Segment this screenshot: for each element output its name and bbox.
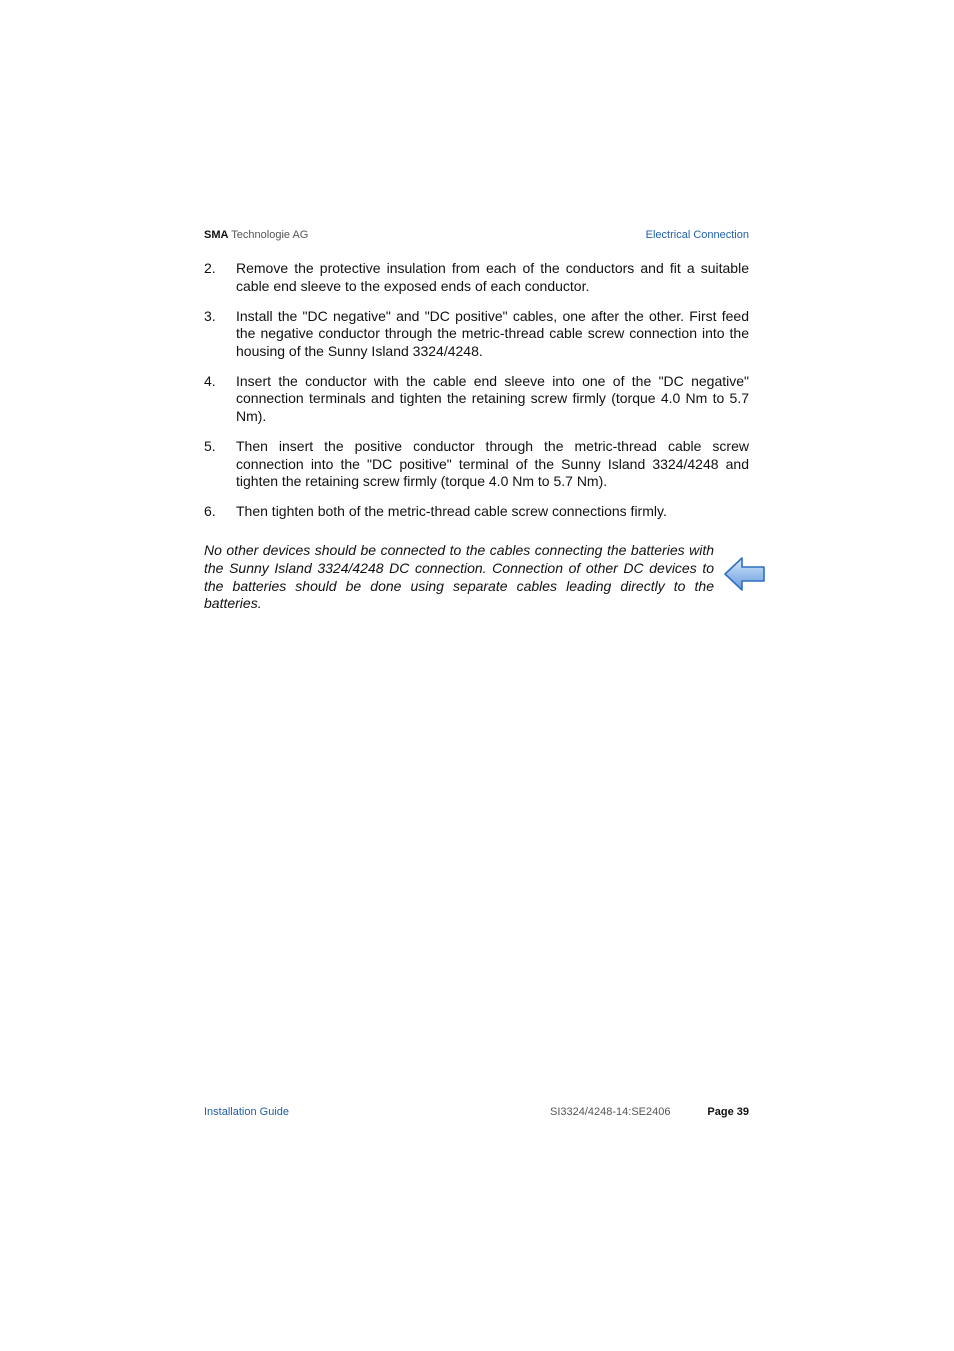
step-item	[204, 373, 749, 426]
instruction-steps	[204, 260, 749, 533]
section-title: Electrical Connection	[645, 229, 749, 241]
document-id: SI3324/4248-14:SE2406	[550, 1106, 671, 1118]
step-item	[204, 308, 749, 361]
page-number: Page 39	[707, 1106, 749, 1118]
page-footer	[204, 1106, 749, 1122]
brand-name: SMA	[204, 229, 229, 241]
left-arrow-icon	[722, 555, 766, 593]
step-item	[204, 438, 749, 491]
company-suffix: Technologie AG	[228, 229, 309, 241]
step-text: Then tighten both of the metric-thread cable screw connections firmly.	[236, 503, 667, 520]
step-text: Install the "DC negative" and "DC positive" cables, one after the other. First feed the negative conductor through the metric-thread cable screw connection into the housing of the Sunny Island 3324/4248.	[236, 307, 749, 359]
note-text: No other devices should be connected to the cables connecting the batteries with the Sunny Island 3324/4248 DC connection. Connection of other DC devices to the batteries should be done using separate cables leading directly to the batteries.	[204, 542, 714, 612]
step-number: 4.	[204, 372, 216, 389]
step-item	[204, 503, 749, 521]
step-number: 3.	[204, 307, 216, 324]
guide-title: Installation Guide	[204, 1106, 289, 1118]
company-name	[204, 229, 308, 241]
step-number: 5.	[204, 437, 216, 454]
step-text: Then insert the positive conductor through the metric-thread cable screw connection into the "DC positive" terminal of the Sunny Island 3324/4248 and tighten the retaining screw firmly (torque 4.0 Nm to 5.7 Nm).	[236, 437, 749, 490]
step-text: Remove the protective insulation from each of the conductors and fit a suitable cable end sleeve to the exposed ends of each conductor.	[236, 260, 749, 294]
step-number: 6.	[204, 503, 216, 520]
page-header	[204, 229, 749, 245]
step-number: 2.	[204, 260, 216, 276]
step-item	[204, 260, 749, 295]
step-text: Insert the conductor with the cable end sleeve into one of the "DC negative" connection terminals and tighten the retaining screw firmly (torque 4.0 Nm to 5.7 Nm).	[236, 372, 749, 424]
